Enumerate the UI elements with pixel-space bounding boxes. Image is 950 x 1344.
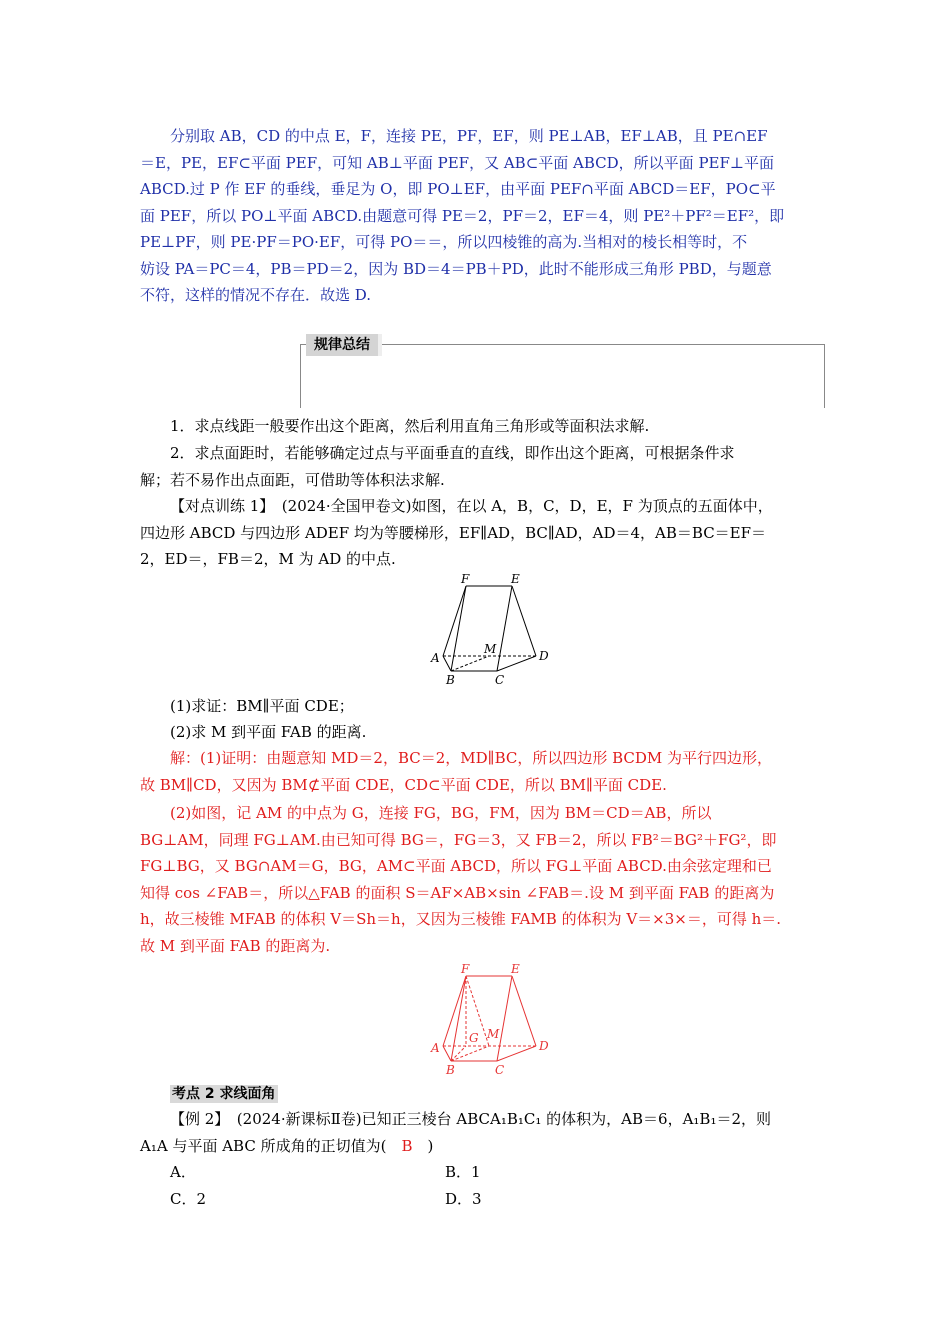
pentahedron-figure (428, 570, 558, 688)
solution-line: 不符，这样的情况不存在．故选 D. (140, 286, 372, 304)
edge-cd (497, 656, 536, 671)
answer-line: 故 BM∥CD，又因为 BM⊄平面 CDE，CD⊂平面 CDE，所以 BM∥平面 CDE. (140, 775, 667, 794)
answer-line: 知得 cos ∠FAB＝，所以△FAB 的面积 S＝AF×AB×sin ∠FAB＝.设 M 到平面 FAB 的距离为 (140, 883, 775, 902)
solution-line: 分别取 AB，CD 的中点 E，F，连接 PE，PF，EF，则 PE⊥AB，EF⊥AB，且 PE∩EF (170, 127, 768, 145)
training-stem: 【对点训练 1】 (2024·全国甲卷文)如图，在以 A，B，C，D，E，F 为顶点的五面体中， (170, 497, 773, 515)
solution-line: ABCD.过 P 作 EF 的垂线，垂足为 O，即 PO⊥EF，由平面 PEF∩平面 ABCD＝EF，PO⊂平 (140, 180, 776, 198)
label-d: D (539, 1039, 549, 1053)
edge-ec (497, 586, 512, 671)
option-b: B．1 (445, 1163, 481, 1181)
label-a: A (431, 651, 440, 665)
label-f: F (461, 962, 470, 976)
edge-ab (443, 656, 451, 671)
training-stem: 2，ED＝，FB＝2，M 为 AD 的中点. (140, 550, 396, 568)
question-2: (2)求 M 到平面 FAB 的距离. (170, 723, 367, 741)
example-stem-close: ) (412, 1136, 434, 1155)
answer-line: 解：(1)证明：由题意知 MD＝2，BC＝2，MD∥BC，所以四边形 BCDM 为平行四边形， (170, 749, 773, 767)
label-f: F (461, 572, 470, 586)
section-heading (140, 1080, 812, 1108)
summary-item-2: 2．求点面距时，若能够确定过点与平面垂直的直线，即作出这个距离，可根据条件求 (170, 444, 735, 462)
label-c: C (495, 1063, 505, 1077)
label-m: M (484, 642, 497, 656)
answer-line: 故 M 到平面 FAB 的距离为. (140, 936, 331, 955)
example-stem-text: A₁A 与平面 ABC 所成角的正切值为( (140, 1136, 402, 1155)
option-d: D．3 (445, 1189, 482, 1208)
solution-line: ＝E，PE，EF⊂平面 PEF，可知 AB⊥平面 PEF，又 AB⊂平面 ABCD，所以平面 PEF⊥平面 (140, 153, 775, 172)
solution-line: PE⊥PF，则 PE·PF＝PO·EF，可得 PO＝＝，所以四棱锥的高为.当相对的棱长相等时，不 (140, 233, 748, 251)
label-b: B (446, 673, 455, 687)
edge-fa (443, 586, 466, 656)
option-a: A． (170, 1163, 196, 1181)
solution-line: 面 PEF，所以 PO⊥平面 ABCD.由题意可得 PE＝2，PF＝2，EF＝4，则 PE²＋PF²＝EF²，即 (140, 206, 785, 225)
example-stem: 【例 2】 (2024·新课标Ⅱ卷)已知正三棱台 ABCA₁B₁C₁ 的体积为，AB＝6，A₁B₁＝2，则 (170, 1110, 771, 1128)
section-heading-text: 考点 2 求线面角 (172, 1086, 276, 1102)
label-e: E (511, 962, 520, 976)
answer-line: (2)如图，记 AM 的中点为 G，连接 FG，BG，FM，因为 BM＝CD＝AB，所以 (170, 804, 712, 822)
label-d: D (539, 649, 549, 663)
edge-bm-hidden (451, 656, 489, 671)
label-c: C (495, 673, 505, 687)
label-g: G (469, 1031, 479, 1045)
option-c: C．2 (170, 1189, 207, 1208)
answer-line: h，故三棱锥 MFAB 的体积 V＝Sh＝h，又因为三棱锥 FAMB 的体积为 V＝×3×＝，可得 h＝. (140, 910, 782, 928)
example-stem-line2 (140, 1133, 812, 1160)
label-e: E (511, 572, 520, 586)
answer-line: FG⊥BG，又 BG∩AM＝G，BG，AM⊂平面 ABCD，所以 FG⊥平面 ABCD.由余弦定理和已 (140, 857, 772, 875)
label-m: M (487, 1027, 500, 1041)
solution-line: 妨设 PA＝PC＝4，PB＝PD＝2，因为 BD＝4＝PB＋PD，此时不能形成三角形 PBD，与题意 (140, 259, 772, 278)
edge-fb (451, 586, 466, 671)
edge-ed (512, 586, 536, 656)
label-b: B (446, 1063, 455, 1077)
answer-line: BG⊥AM，同理 FG⊥AM.由已知可得 BG＝，FG＝3，又 FB＝2，所以 FB²＝BG²＋FG²，即 (140, 830, 777, 849)
summary-item-1: 1．求点线距一般要作出这个距离，然后利用直角三角形或等面积法求解. (170, 417, 650, 435)
example-answer: B (401, 1136, 413, 1155)
training-stem: 四边形 ABCD 与四边形 ADEF 均为等腰梯形，EF∥AD，BC∥AD，AD＝4，AB＝BC＝EF＝ (140, 523, 767, 542)
label-a: A (431, 1041, 440, 1055)
summary-item-2-cont: 解；若不易作出点面距，可借助等体积法求解. (140, 470, 445, 489)
pentahedron-figure-solution (428, 960, 558, 1078)
question-1: (1)求证：BM∥平面 CDE； (170, 697, 354, 715)
summary-tag: 规律总结 (306, 334, 382, 356)
